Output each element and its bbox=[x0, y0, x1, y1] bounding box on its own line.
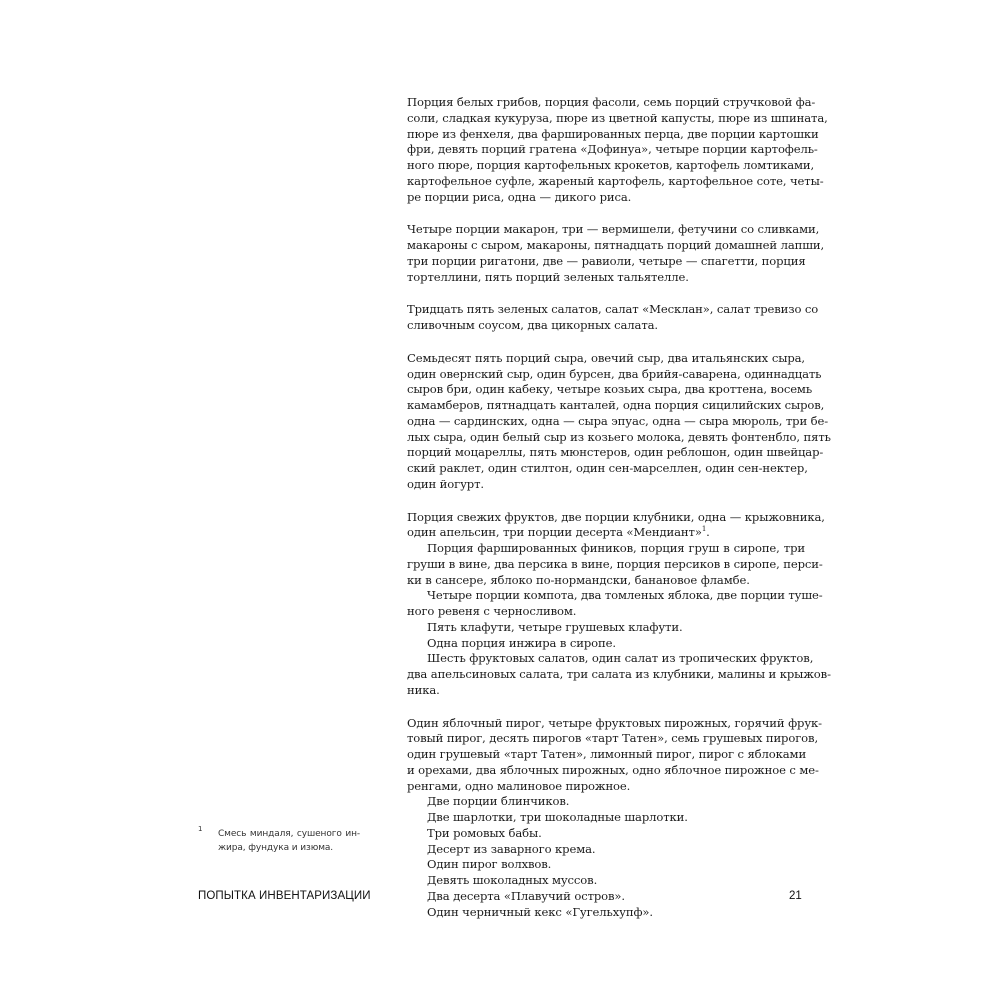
text-line: ре порции риса, одна — дикого риса. bbox=[407, 189, 632, 204]
text-line: картофельное суфле, жареный картофель, картофельное соте, четы- bbox=[407, 173, 824, 188]
text-line: макароны с сыром, макароны, пятнадцать порций домашней лапши, bbox=[407, 238, 825, 252]
text-line: ки в сансере, яблоко по-нормандски, банановое фламбе. bbox=[407, 572, 750, 587]
text-line: Шесть фруктовых салатов, один салат из тропических фруктов, bbox=[427, 651, 814, 666]
paragraph-cheeses bbox=[407, 350, 831, 493]
text-fragment: . bbox=[706, 525, 710, 540]
text-line: один овернский сыр, один бурсен, два брийя-саварена, одиннадцать bbox=[407, 366, 822, 381]
text-line: соли, сладкая кукуруза, пюре из цветной капусты, пюре из шпината, bbox=[407, 110, 828, 125]
text-line: два апельсиновых салата, три салата из клубники, малины и крыжов- bbox=[407, 667, 831, 681]
paragraph-pastries bbox=[407, 715, 822, 921]
text-line: Один черничный кекс «Гугельхупф». bbox=[427, 904, 653, 919]
text-line: Четыре порции компота, два томленых яблока, две порции туше- bbox=[427, 588, 823, 603]
footnote bbox=[198, 827, 360, 855]
text-line: ренгами, одно малиновое пирожное. bbox=[407, 778, 631, 793]
text-line: камамберов, пятнадцать канталей, одна порция сицилийских сыров, bbox=[407, 398, 825, 412]
text-line: Семьдесят пять порций сыра, овечий сыр, два итальянских сыра, bbox=[407, 350, 805, 365]
text-line: груши в вине, два персика в вине, порция персиков в сиропе, перси- bbox=[407, 556, 823, 571]
text-line: один грушевый «тарт Татен», лимонный пирог, пирог с яблоками bbox=[407, 747, 807, 761]
main-text-column bbox=[407, 95, 831, 920]
text-line: Порция белых грибов, порция фасоли, семь порций стручковой фа- bbox=[407, 95, 816, 109]
paragraph-pasta bbox=[407, 222, 825, 285]
text-line: ного пюре, порция картофельных крокетов, картофель ломтиками, bbox=[407, 158, 815, 172]
text-line: фри, девять порций гратена «Дофинуа», четыре порции картофель- bbox=[407, 142, 818, 157]
paragraph-fruits bbox=[407, 509, 831, 699]
text-line: Две шарлотки, три шоколадные шарлотки. bbox=[427, 810, 688, 824]
text-line: Тридцать пять зеленых салатов, салат «Месклан», салат тревизо со bbox=[407, 302, 819, 317]
footnote-line: Смесь миндаля, сушеного ин- bbox=[218, 829, 360, 839]
text-line: сыров бри, один кабеку, четыре козьих сыра, два кроттена, восемь bbox=[407, 382, 813, 397]
footnote-line: жира, фундука и изюма. bbox=[218, 843, 334, 853]
text-line: Два десерта «Плавучий остров». bbox=[427, 888, 625, 903]
running-head: ПОПЫТКА ИНВЕНТАРИЗАЦИИ bbox=[198, 890, 371, 902]
text-line: Порция фаршированных фиников, порция груш в сиропе, три bbox=[427, 541, 805, 555]
text-line: и орехами, два яблочных пирожных, одно яблочное пирожное с ме- bbox=[407, 762, 819, 777]
text-line: ский раклет, один стилтон, один сен-марселлен, один сен-нектер, bbox=[407, 461, 808, 475]
text-line: пюре из фенхеля, два фаршированных перца, две порции картошки bbox=[407, 126, 819, 141]
text-fragment: один апельсин, три порции десерта «Мендиант» bbox=[407, 525, 702, 540]
text-line: три порции ригатони, две — равиоли, четыре — спагетти, порция bbox=[407, 253, 806, 268]
text-line: Одна порция инжира в сиропе. bbox=[427, 635, 616, 650]
text-line: Порция свежих фруктов, две порции клубники, одна — крыжовника, bbox=[407, 509, 825, 524]
text-line: Один пирог волхвов. bbox=[427, 857, 552, 872]
text-line: Две порции блинчиков. bbox=[427, 794, 570, 809]
paragraph-vegetables bbox=[407, 95, 828, 205]
text-line: Пять клафути, четыре грушевых клафути. bbox=[427, 619, 683, 634]
text-line: одна — сардинских, одна — сыра эпуас, одна — сыра мюроль, три бе- bbox=[407, 413, 829, 428]
text-line: Четыре порции макарон, три — вермишели, фетучини со сливками, bbox=[407, 222, 820, 237]
text-line: лых сыра, один белый сыр из козьего молока, девять фонтенбло, пять bbox=[407, 429, 831, 444]
text-line: порций моцареллы, пять мюнстеров, один реблошон, один швейцар- bbox=[407, 445, 824, 460]
footnote-reference[interactable]: 1 bbox=[701, 525, 707, 534]
text-line: ника. bbox=[407, 682, 440, 697]
text-line: ного ревеня с черносливом. bbox=[407, 604, 577, 618]
page-number: 21 bbox=[789, 890, 802, 902]
text-line: Девять шоколадных муссов. bbox=[427, 873, 598, 887]
text-line: Три ромовых бабы. bbox=[427, 825, 542, 840]
text-line bbox=[407, 525, 805, 541]
text-line: один йогурт. bbox=[407, 476, 484, 491]
text-line: товый пирог, десять пирогов «тарт Татен», семь грушевых пирогов, bbox=[407, 731, 819, 746]
text-line: тортеллини, пять порций зеленых тальятелле. bbox=[407, 269, 689, 284]
text-line: Один яблочный пирог, четыре фруктовых пирожных, горячий фрук- bbox=[407, 715, 822, 730]
text-line: Десерт из заварного крема. bbox=[427, 841, 596, 856]
footnote-number: 1 bbox=[198, 825, 203, 833]
text-line: сливочным соусом, два цикорных салата. bbox=[407, 318, 658, 332]
paragraph-salads bbox=[407, 302, 819, 334]
